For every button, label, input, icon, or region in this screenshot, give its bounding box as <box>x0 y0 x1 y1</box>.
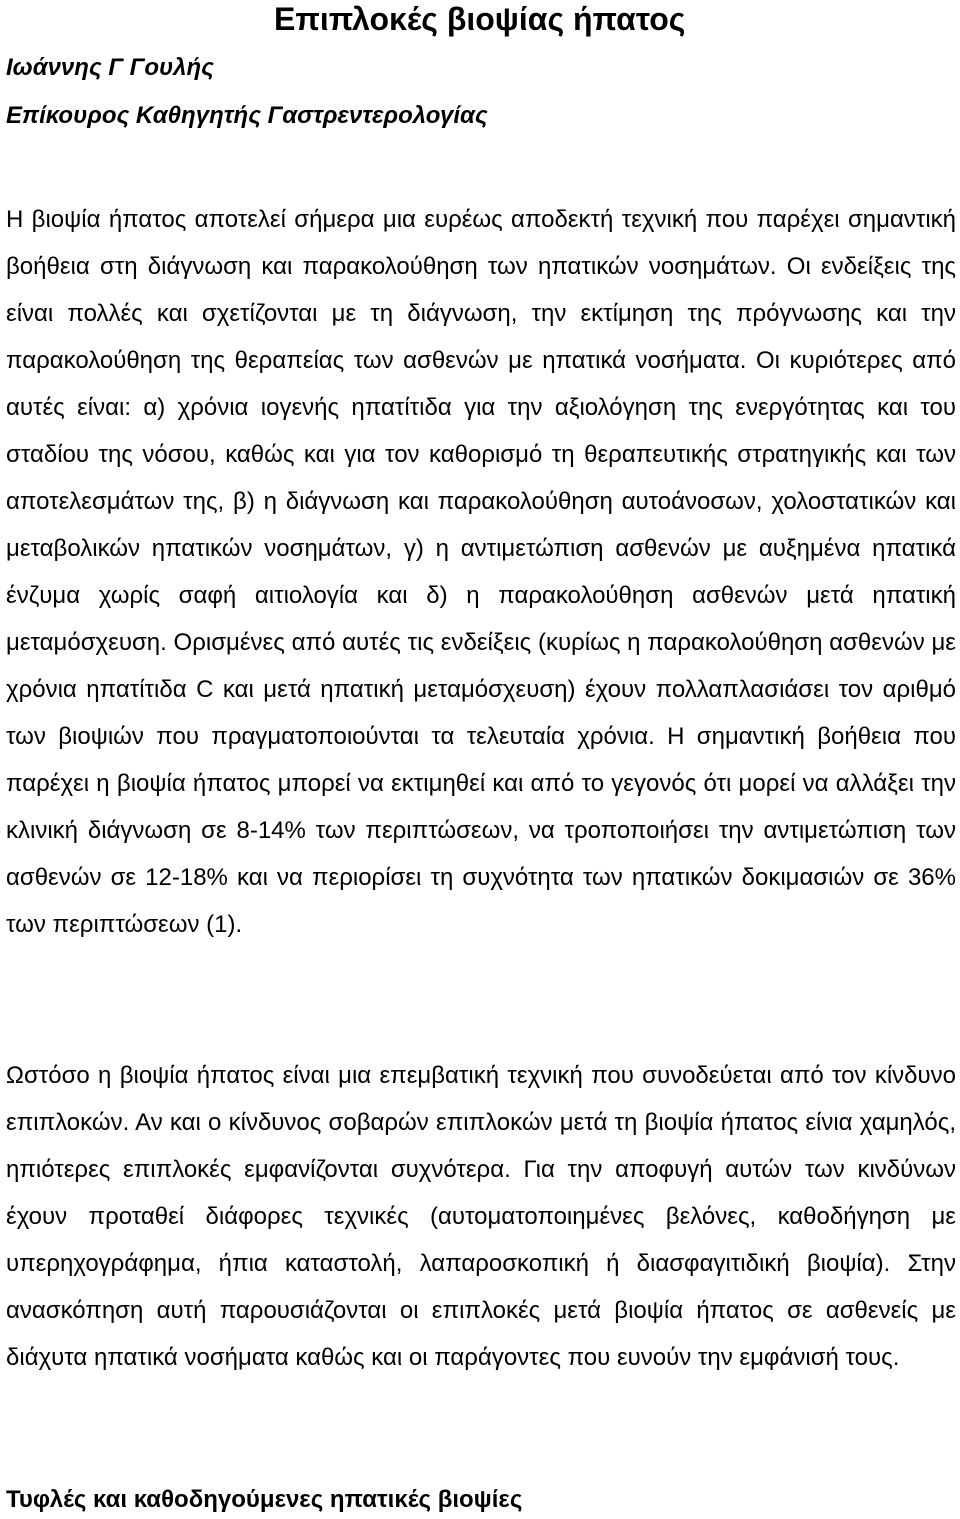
author-name: Ιωάννης Γ Γουλής <box>6 54 214 81</box>
author-affiliation: Επίκουρος Καθηγητής Γαστρεντερολογίας <box>6 102 488 129</box>
body-paragraph-2: Ωστόσο η βιοψία ήπατος είναι μια επεμβατική τεχνική που συνοδεύεται από τον κίνδυνο επιπλοκών. Αν και ο κίνδυνος σοβαρών επιπλοκών μετά τη βιοψία ήπατος είνια χαμηλός, ηπιότερες επιπλοκές εμφανίζονται συχνότερα. Για την αποφυγή αυτών των κινδύνων έχουν προταθεί διάφορες τεχνικές (αυτοματοποιημένες βελόνες, καθοδήγηση με υπερηχογράφημα, ήπια καταστολή, λαπαροσκοπική ή διασφαγιτιδική βιοψία). Στην ανασκόπηση αυτή παρουσιάζονται οι επιπλοκές μετά βιοψία ήπατος σε ασθενείς με διάχυτα ηπατικά νοσήματα καθώς και οι παράγοντες που ευνούν την εμφάνισή τους. <box>6 1062 956 1371</box>
document-title: Επιπλοκές βιοψίας ήπατος <box>274 1 686 37</box>
section-heading: Τυφλές και καθοδηγούμενες ηπατικές βιοψίες <box>6 1486 523 1513</box>
body-paragraph-1: Η βιοψία ήπατος αποτελεί σήμερα μια ευρέως αποδεκτή τεχνική που παρέχει σημαντική βοήθεια στη διάγνωση και παρακολούθηση των ηπατικών νοσημάτων. Οι ενδείξεις της είναι πολλές και σχετίζονται με τη διάγνωση, την εκτίμηση της πρόγνωσης και την παρακολούθηση της θεραπείας των ασθενών με ηπατικά νοσήματα. Οι κυριότερες από αυτές είναι: α) χρόνια ιογενής ηπατίτιδα για την αξιολόγηση της ενεργότητας και του σταδίου της νόσου, καθώς και για τον καθορισμό τη θεραπευτικής στρατηγικής και των αποτελεσμάτων της, β) η διάγνωση και παρακολούθηση αυτοάνοσων, χολοστατικών και μεταβολικών ηπατικών νοσημάτων, γ) η αντιμετώπιση ασθενών με αυξημένα ηπατικά ένζυμα χωρίς σαφή αιτιολογία και δ) η παρακολούθηση ασθενών μετά ηπατική μεταμόσχευση. Ορισμένες από αυτές τις ενδείξεις (κυρίως η παρακολούθηση ασθενών με χρόνια ηπατίτιδα C και μετά ηπατική μεταμόσχευση) έχουν πολλαπλασιάσει τον αριθμό των βιοψιών που πραγματοποιούνται τα τελευταία χρόνια. Η σημαντική βοήθεια που παρέχει η βιοψία ήπατος μπορεί να εκτιμηθεί και από το γεγονός ότι μορεί να αλλάξει την κλινική διάγνωση σε 8-14% των περιπτώσεων, να τροποποιήσει την αντιμετώπιση των ασθενών σε 12-18% και να περιορίσει τη συχνότητα των ηπατικών δοκιμασιών σε 36% των περιπτώσεων (1). <box>6 206 956 938</box>
